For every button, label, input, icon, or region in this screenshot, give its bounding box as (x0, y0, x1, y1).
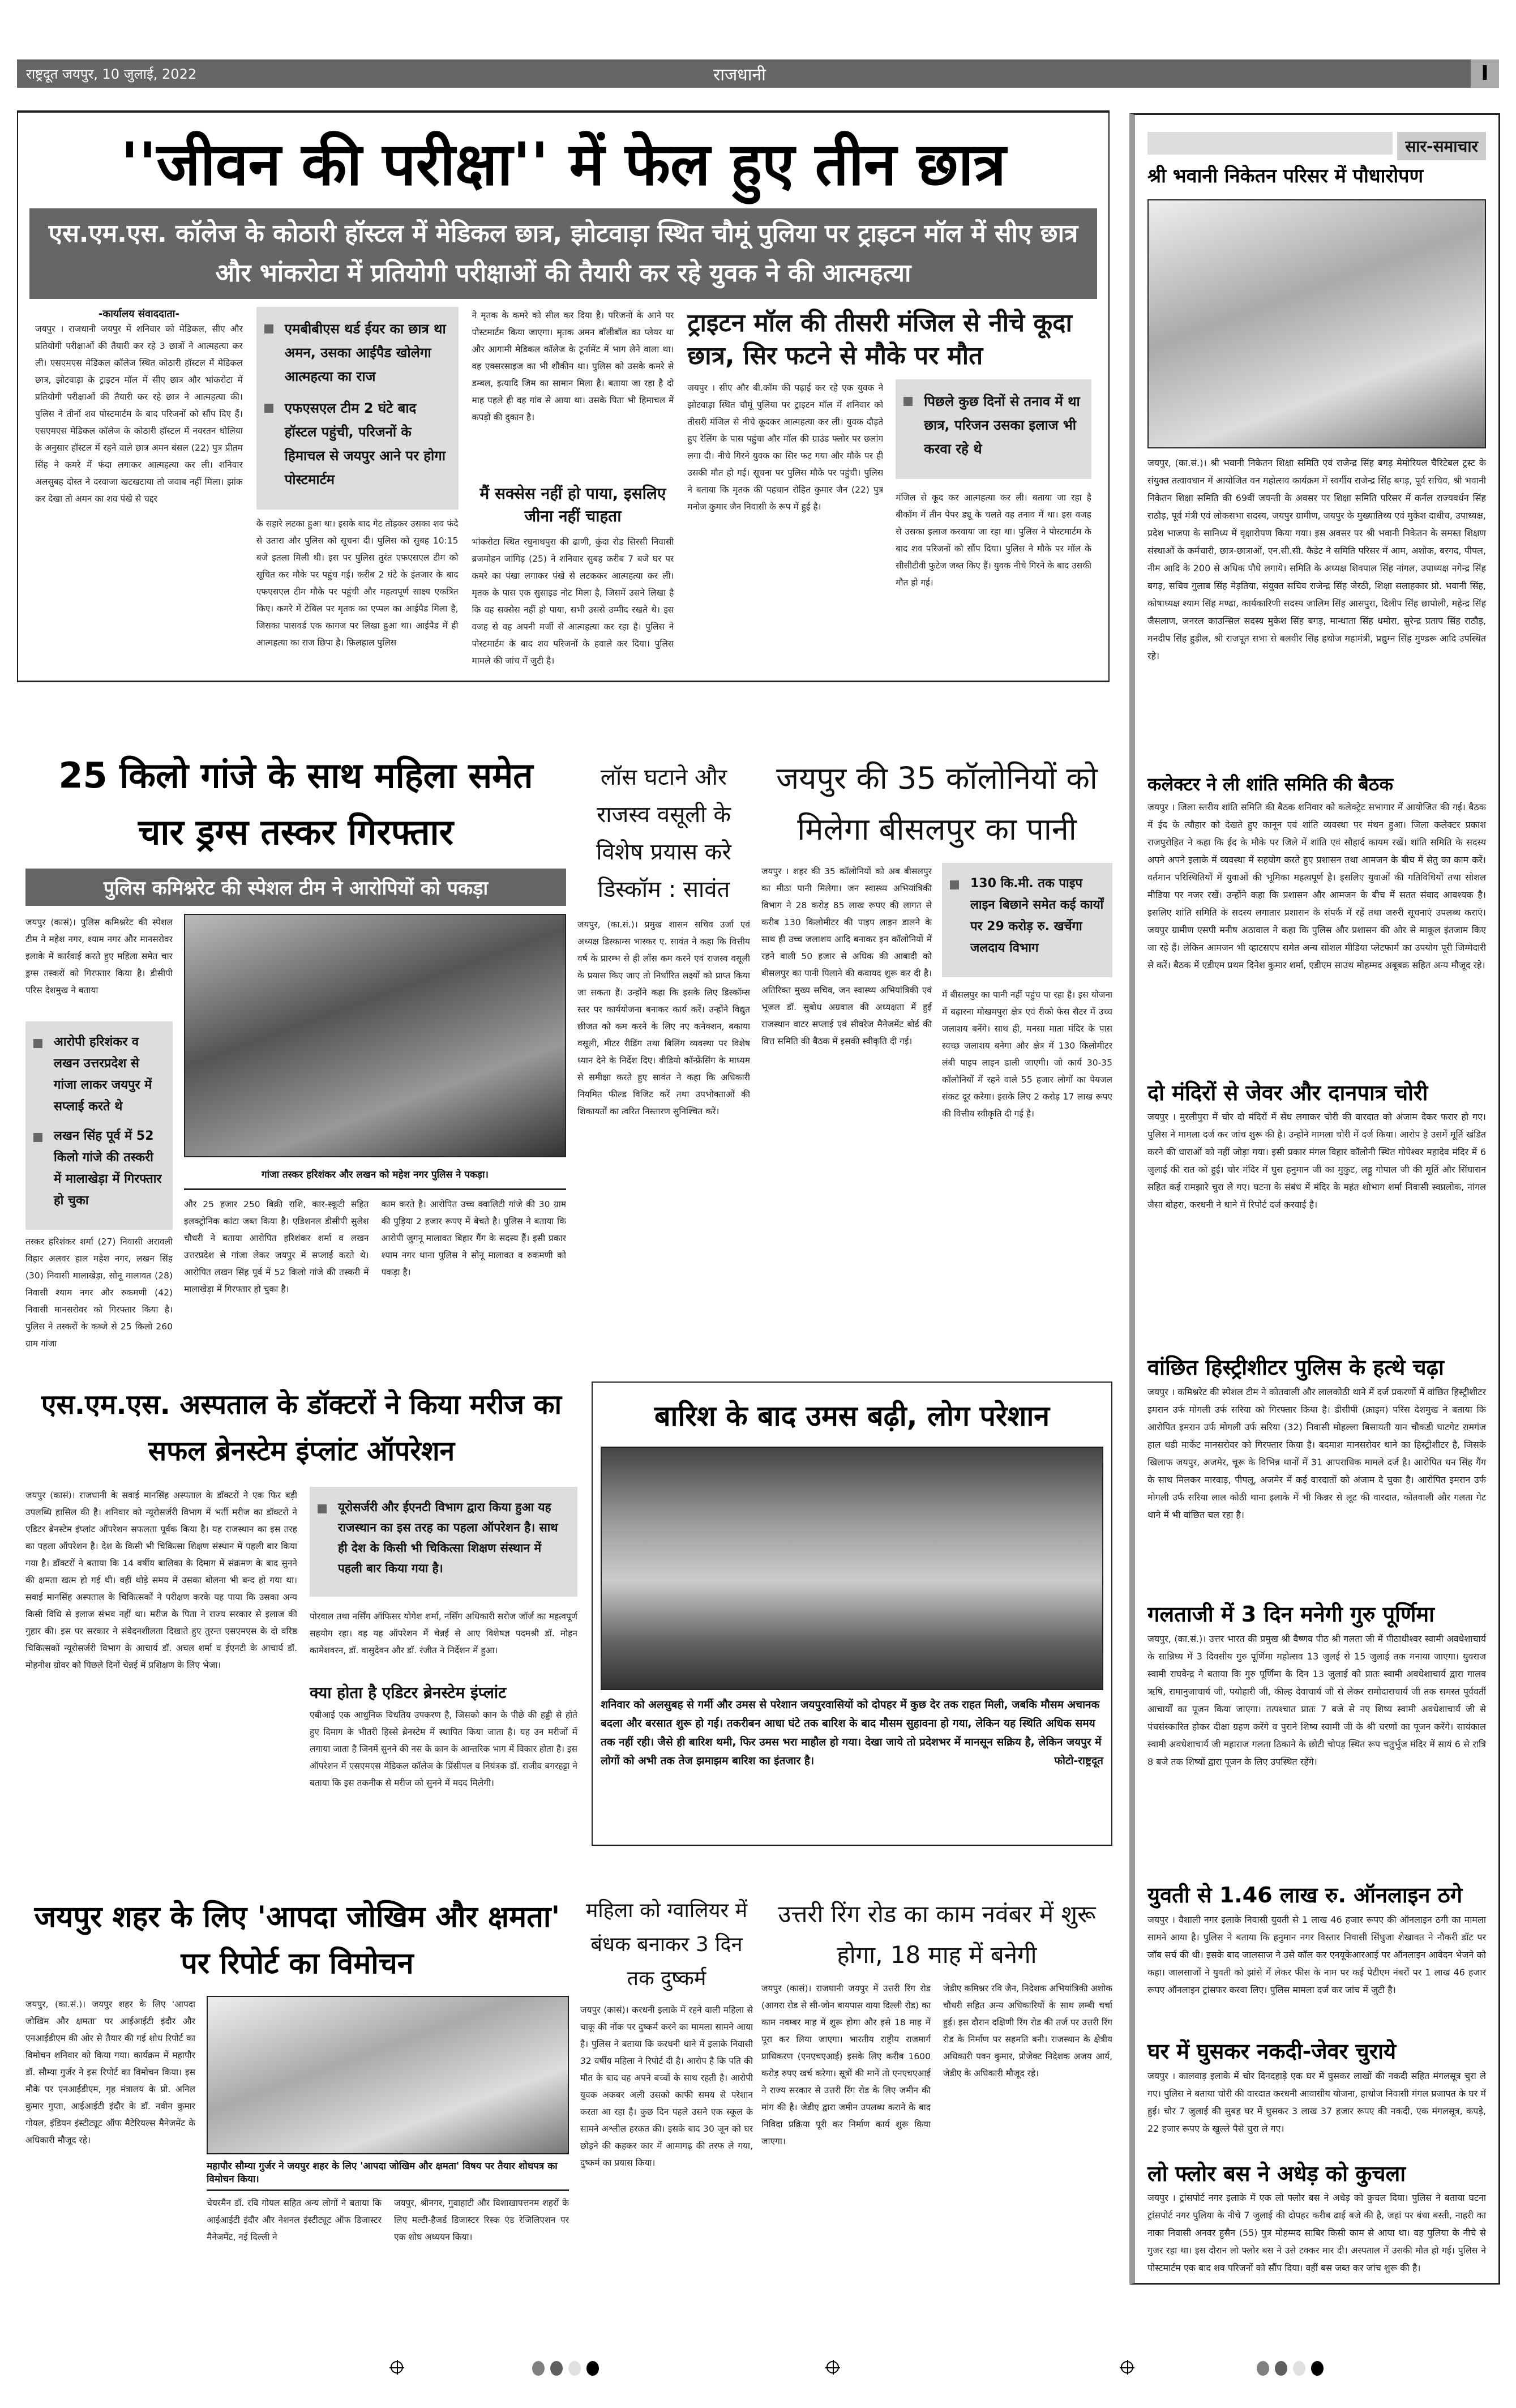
drugs-callout-box: आरोपी हरिशंकर व लखन उत्तरप्रदेश से गांजा लाकर जयपुर में सप्लाई करते थे लखन सिंह पूर्व में 52 किलो गांजे की तस्करी में मालाखेड़ा में गिरफ्तार हो चुका (25, 1021, 173, 1230)
report-release-photo (207, 1996, 569, 2154)
color-dot (550, 2361, 563, 2376)
color-dot (1293, 2361, 1305, 2376)
sidebar-story-7-headline: घर में घुसकर नकदी-जेवर चुराये (1147, 2038, 1397, 2064)
photo-credit: फोटो-राष्ट्रदूत (1054, 1755, 1103, 1767)
ringroad-body-2: जेडीए कमिश्नर रवि जैन, निदेशक अभियांत्रिकी अशोक चौधरी सहित अन्य अधिकारियों के साथ लम्बी चर्चा हुई। इस दौरान दक्षिणी रिंग रोड की तर्ज पर उत्तरी रिंग रोड के निर्माण पर सहमति बनी। राजस्थान के क्षेत्रीय अधिकारी पवन कुमार, प्रोजेक्ट निदेशक अजय आर्य, जेडीए के अधिकारी मौजूद रहे। (943, 1983, 1112, 2078)
rain-photo (601, 1447, 1103, 1690)
registration-mark-icon (826, 2361, 839, 2373)
color-dot (568, 2361, 581, 2376)
hospital-callout-box: यूरोसर्जरी और ईएनटी विभाग द्वारा किया हुआ यह राजस्थान का इस तरह का पहला ऑपरेशन है। साथ ही देश के किसी भी चिकित्सा शिक्षण संस्थान में पहली बार किया गया है। (310, 1487, 577, 1597)
sidebar-story-5-headline: गलताजी में 3 दिन मनेगी गुरु पूर्णिमा (1147, 1602, 1434, 1627)
callout-item: एमबीबीएस थर्ड ईयर का छात्र था अमन, उसका आईपैड खोलेगा आत्महत्या का राज (264, 317, 451, 388)
sidebar-story-2-headline: कलेक्टर ने ली शांति समिति की बैठक (1147, 773, 1393, 795)
hospital-body-3: एबीआई एक आधुनिक विधतिय उपकरण है, जिसको कान के पीछे की हड्डी से होते हुए दिमाग के भीतरी हिस्से ब्रेनस्टेम में स्थापित किया जाता है। यह उन मरीजों में लगाया जाता है जिनमें सुनने की नस के कान के आन्तरिक भाग में विकार होता है। इस ऑपरेशन में एसएमएस मेडिकल कॉलेज के प्रिंसीपल व नियंत्रक डॉ. राजीव बगरहट्टा ने बताया कि इस तकनीक से मरीज को सुनने में मदद मिलेगी। (310, 1710, 577, 1788)
sidebar-tag: सार-समाचार (1397, 132, 1486, 160)
sidebar-story-6-headline: युवती से 1.46 लाख रु. ऑनलाइन ठगे (1147, 1882, 1463, 1907)
disaster-body-2: चेयरमैन डॉ. रवि गोयल सहित अन्य लोगों ने बताया कि आईआईटी इंदौर और नेशनल इंस्टीट्यूट ऑफ डिजास्टर मैनेजमेंट, नई दिल्ली ने (207, 2198, 382, 2242)
sidebar-story-1-headline: श्री भवानी निकेतन परिसर में पौधारोपण (1147, 165, 1424, 187)
lead-byline: -कार्यालय संवाददाता- (98, 307, 179, 320)
disaster-headline: जयपुर शहर के लिए 'आपदा जोखिम और क्षमता' पर रिपोर्ट का विमोचन (34, 1900, 560, 1981)
sidebar-story-4-headline: वांछित हिस्ट्रीशीटर पुलिस के हत्थे चढ़ा (1147, 1355, 1444, 1380)
lead-body-2: के सहारे लटका हुआ था। इसके बाद गेट तोड़कर उसका शव फंदे से उतारा और पुलिस को सूचना दी। पुलिस को सुबह 10:15 बजे इतला मिली थी। इस पर पुलिस तुरंत एफएसएल टीम को सूचित कर मौके पर पहुंच गई। करीब 2 घंटे के इंतजार के बाद एफएसएल टीम मौके पर पहुंची और महत्वपूर्ण साक्ष्य एकत्रित किए। कमरे में टेबिल पर मृतक का एप्पल का आईपैड मिला है, जिसका पासवर्ड एक कागज पर लिखा हुआ था। आईपैड में ही आत्महत्या का राज छिपा है। फ़िलहाल पुलिस (256, 518, 459, 648)
disaster-body-3: जयपुर, श्रीनगर, गुवाहाटी और विशाखापत्तनम शहरों के लिए मल्टी-हैजर्ड डिजास्टर रिस्क एंड रेजिलिएशन पर एक शोध अध्ययन किया। (394, 2198, 569, 2242)
color-dot (1275, 2361, 1287, 2376)
lead-body-4: भांकरोटा स्थित रघुनाथपुरा की ढाणी, कुंदा रोड सिरसी निवासी ब्रजमोहन जांगिड़ (25) ने शनिवार सुबह करीब 7 बजे घर पर कमरे का पंखा लगाकर पंखे से लटककर आत्महत्या कर ली। मृतक के पास एक सुसाइड नोट मिला है, जिसमें उसने लिखा है कि वह सक्सेस नहीं हो पाया, सभी उससे उम्मीद रखते थे। इस वजह से वह अपनी मर्जी से आत्महत्या कर रहा है। पुलिस ने पोस्टमार्टम के बाद शव परिजनों के हवाले कर दिया। पुलिस मामले की जांच में जुटी है। (472, 536, 674, 666)
registration-mark-icon (1121, 2361, 1133, 2373)
drugs-bar: पुलिस कमिश्नरेट की स्पेशल टीम ने आरोपियों को पकड़ा (25, 869, 566, 906)
ringroad-story (761, 1894, 1112, 2245)
hospital-subhead: क्या होता है एडिटर ब्रेनस्टेम इंप्लांट (310, 1683, 507, 1702)
water-headline: जयपुर की 35 कॉलोनियों को मिलेगा बीसलपुर का पानी (776, 760, 1098, 847)
drugs-story (25, 747, 566, 1365)
page-header (17, 59, 1499, 88)
disaster-photo-caption: महापौर सौम्या गुर्जर ने जयपुर शहर के लिए 'आपदा जोखिम और क्षमता' विषय पर तैयार शोधपत्र का विमोचन किया। (207, 2161, 558, 2185)
bullet-icon (264, 324, 273, 333)
bullet-icon (903, 397, 913, 406)
page-marker: I (1471, 59, 1499, 88)
bullet-icon (33, 1133, 42, 1142)
drugs-body-2: और 25 हजार 250 बिक्री राशि, कार-स्कूटी सहित इलक्ट्रोनिक कांटा जब्त किया है। एडिशनल डीसीपी सुलेश चौधरी ने बताया आरोपित हरिशंकर शर्मा व लखन उत्तरप्रदेश से गांजा लेकर जयपुर में सप्लाई करते थे। आरोपित लखन सिंह पूर्व में 52 किलो गांजे की तस्करी में मालाखेड़ा में गिरफ्तार हो चुका है। (184, 1199, 369, 1294)
sidebar-story-2-body: जयपुर । जिला स्तरीय शांति समिति की बैठक शनिवार को कलेक्ट्रेट सभागार में आयोजित की गई। बैठक में ईद के त्यौहार को देखते हुए कानून एवं शांति व्यवस्था पर मंथन हुआ। जिला कलेक्टर प्रकाश राजपुरोहित ने कहा कि ईद के मौके पर जिले में शांति एवं सौहार्द कायम रखें। शांति समिति के सदस्य अपने अपने इलाके में व्यवस्था में सहयोग करते हुए प्रशासन तथा आमजन के बीच में सेतु का काम करें। वर्तमान परिस्थितियों में युवाओं की भूमिका महत्वपूर्ण है। इसलिए युवाओं की गतिविधियों तथा सोशल मीडिया पर नजर रखें। उन्होंने कहा कि प्रशासन और आमजन के बीच में सतत संवाद आवश्यक है। इसलिए शांति समिति के सदस्य लगातार प्रशासन के संपर्क में रहें तथा जरुरी सूचनाएं उपलब्ध कराएं। जयपुर ग्रामीण एसपी मनीष अठावाल ने कहा कि पुलिस और प्रशासन की ओर से माकूल इंतजाम किए जा रहे हैं। लेकिन आमजन भी व्हाटसएप समेत अन्य सोशल मीडिया प्लेटफार्म का उपयोग पूरी जिम्मेदारी से करें। बैठक में एडीएम प्रथम दिनेश कुमार शर्मा, एडीएम साउथ मोहम्मद अबूबक्र सहित अन्य मौजूद रहे। (1147, 801, 1486, 970)
lead-headline: ''जीवन की परीक्षा'' में फेल हुए तीन छात्र (120, 130, 1007, 199)
callout-item: एफएसएल टीम 2 घंटे बाद हॉस्टल पहुंची, परिजनों के हिमाचल से जयपुर आने पर होगा पोस्टमार्टम (264, 396, 451, 491)
sidebar-story-8-headline: लो फ्लोर बस ने अधेड़ को कुचला (1147, 2161, 1406, 2186)
disaster-story (25, 1894, 569, 2245)
drugs-headline: 25 किलो गांजे के साथ महिला समेत चार ड्रग्स तस्कर गिरफ्तार (58, 755, 533, 853)
color-dot (1257, 2361, 1269, 2376)
weather-story (592, 1382, 1112, 1846)
bullet-icon (264, 404, 273, 413)
weather-headline: बारिश के बाद उमस बढ़ी, लोग परेशान (654, 1400, 1050, 1432)
sidebar-news (1129, 113, 1500, 2285)
sidebar-story-3-body: जयपुर । मुरलीपुरा में चोर दो मंदिरों में सेंध लगाकर चोरी की वारदात को अंजाम देकर फरार हो गए। पुलिस ने मामला दर्ज कर जांच शुरू की है। उन्होंने मामला चोरी में दर्ज किया। आरोप है उसमें मूर्ति खंडित करने की धाराओं को नहीं जोड़ा गया। इसी प्रकार मंगल विहार कॉलोनी स्थित गोपेश्वर महादेव मंदिर में 6 जुलाई की रात को हुई। चोर मंदिर में घुस हनुमान जी का मुकुट, लड्डू गोपाल जी की मूर्ति और सिंघासन सहित कई रामझारे चुरा ले गए। घटना के संबंध में मंदिर के महंत शोभाग शर्मा निवासी स्वप्नलोक, नांगल जैसा बोहरा, करधनी ने थाने में रिपोर्ट दर्ज करवाई है। (1147, 1111, 1486, 1211)
sidebar-story-5-body: जयपुर, (का.सं.)। उत्तर भारत की प्रमुख श्री वैष्णव पीठ श्री गलता जी में पीठाधीश्वर स्वामी अवधेशाचार्य के सान्निध्य में 3 दिवसीय गुरु पूर्णिमा महोत्सव 13 जुलई से 15 जुलाई तक मनाया जाएगा। युवराज स्वामी राघवेन्द्र ने बताया कि गुरु पूर्णिमा के दिन 13 जुलाई को प्रातः स्वामी अवधेशाचार्य द्वारा गालव ऋषि, रामानुजाचार्य जी, पयोहारी जी, कील्ह देवाचार्य जी से लेकर रामोदाराचार्य जी तक समस्त पूर्ववर्ती आचार्यों का पूजन किया जाएगा। तत्पश्चात प्रातः 7 बजे से नए शिष्य स्वामी अवधेशाचार्य जी से पंचसंस्कारित होकर दीक्षा ग्रहण करेंगे व पुराने शिष्य स्वामी जी के श्री चरणों का पूजन करेंगे। सायंकाल स्वामी अवधेशाचार्य जी महाराज गलता ठिकाने के छोटी चोपड़ स्थित रूप चतुर्भुज मंदिर में सायं 6 से रात्रि 8 बजे तक शिष्यों द्वारा पूजन के लिए उपस्थित रहेंगे। (1147, 1633, 1486, 1767)
discom-story (577, 759, 750, 1365)
weather-caption: शनिवार को अलसुबह से गर्मी और उमस से परेशान जयपुरवासियों को दोपहर में कुछ देर तक राहत मिली, जबकि मौसम अचानक बदला और बरसात शुरू हो गई। तकरीबन आधा घंटे तक बारिश के बाद मौसम सुहावना हो गया, लेकिन यह स्थिति अधिक समय तक नहीं रही। जैसे ही बारिश थमी, फिर उमस भरा माहौल हो गया। देखा जाये तो प्रदेशभर में मानसून सक्रिय है, लेकिन जयपुर में लोगों को अभी तक तेज झमाझम बारिश का इंतजार है। फोटो-राष्ट्रदूत (601, 1696, 1103, 1770)
ringroad-headline: उत्तरी रिंग रोड का काम नवंबर में शुरू होगा, 18 माह में बनेगी (778, 1900, 1096, 1969)
disaster-body-1: जयपुर, (का.सं.)। जयपुर शहर के लिए 'आपदा जोखिम और क्षमता' पर आईआईटी इंदौर और एनआईडीएम की ओर से तैयार की गई शोध रिपोर्ट का विमोचन शनिवार को किया गया। कार्यक्रम में महापौर डॉ. सौम्या गुर्जर ने इस रिपोर्ट का विमोचन किया। इस मौके पर एनआईडीएम, गृह मंत्रालय के प्रो. अनिल कुमार गुप्ता, आईआईटी इंदौर के डॉ. नवीन कुमार गोयल, इंडियन इंस्टीट्यूट ऑफ मैटेरियल्स मैनेजमेंट के अधिकारी मौजूद रहे। (25, 1999, 195, 2145)
gwalior-body: जयपुर (कासं)। करधनी इलाके में रहने वाली महिला से चाकू की नोंक पर दुष्कर्म करने का मामला सामने आया है। पुलिस ने बताया कि करधनी थाने में इलाके निवासी 32 वर्षीय महिला ने रिपोर्ट दी है। आरोप है कि पति की मौत के बाद वह अपने बच्चों के साथ रहती है। आरोपी युवक अकबर अली उसको काफी समय से परेशान करता आ रहा है। कुछ दिन पहले उसने एक स्कूल के सामने अश्लील हरकत की। इसके बाद 30 जून को घर छोड़ने की कहकर कार में आमागढ़ की तरफ ले गया, दुष्कर्म का प्रयास किया। (580, 2005, 753, 2168)
arrest-photo (184, 914, 566, 1157)
sidebar-story-4-body: जयपुर । कमिश्नरेट की स्पेशल टीम ने कोतवाली और लालकोठी थाने में दर्ज प्रकरणों में वांछित हिस्ट्रीशीटर इमरान उर्फ मोगली उर्फ सरिया को गिरफ्तार किया है। डीसीपी (क्राइम) परिस देशमुख ने बताया कि आरोपित इमरान उर्फ मोगली उर्फ सरिया (32) निवासी मोहल्ला बिसायती यान चौकडी घाटगेट रामगंज हाल थडी मार्केट मानसरोवर को गिरफ्तार किया है। बदमाश मानसरोवर थाने का हिस्ट्रीशीटर है, जिसके खिलाफ जयपुर, अजमेर, चूरू के विभिन्न थानों में 31 आपराधिक मामले दर्ज है। आरोपित धन सिंह गैंग के साथ मिलकर मारवाड़, पीपलू, अजमेर में कई वारदातों को अंजाम दे चुका है। आरोपित इमरान उर्फ मोगली उर्फ सरिया लाल कोठी थाना इलाके में भी किन्नर से लूट की वारदात, कोतवाली और गलता गेट थाने में भी वांछित चल रहा है। (1147, 1387, 1486, 1521)
gwalior-story (580, 1894, 753, 2245)
sidebar-story-3-headline: दो मंदिरों से जेवर और दानपात्र चोरी (1147, 1080, 1428, 1105)
discom-headline: लॉस घटाने और राजस्व वसूली के विशेष प्रयास करे डिस्कॉम : सावंत (596, 764, 731, 903)
lead-story (17, 110, 1110, 682)
sidebar-story-6-body: जयपुर । वैशाली नगर इलाके निवासी युवती से 1 लाख 46 हजार रूपए की ऑनलाइन ठगी का मामला सामने आया है। पुलिस ने बताया कि हनुमान नगर विस्तार निवासी सिंधुजा शेखावत ने नौकरी डॉट पर जॉब सर्च की थी। इसके बाद जालसाज ने उसे कॉल कर एनयूकेआरआई पर ऑनलाइन आवेदन भेजने को कहा। जालसाजों ने युवती को झांसे में लेकर फीस के नाम पर कई पेटीएम नंबरों पर 1 लाख 46 हजार रूपए ऑनलाइन ट्रांसफर करवा लिए। पुलिस मामला दर्ज कर जांच में जुटी है। (1147, 1914, 1486, 1995)
edition-date: राष्ट्रदूत जयपुर, 10 जुलाई, 2022 (26, 66, 197, 82)
bullet-icon (318, 1504, 327, 1513)
plantation-photo (1147, 199, 1486, 448)
discom-body: जयपुर, (का.सं.)। प्रमुख शासन सचिव उर्जा एवं अध्यक्ष डिस्काम्स भास्कर ए. सावंत ने कहा कि वित्तीय वर्ष के प्रारम्भ से ही लॉस कम करने एवं राजस्व वसूली के प्रयास किए जाए तो निर्धारित लक्ष्यों को प्राप्त किया जा सकता हैं। उन्होंने कहा कि इसके लिए डिस्कॉम्स स्तर पर कार्ययोजना बनाकर कार्य करें। उन्होंने विद्युत छीजत को कम करने के लिए नए कनेक्शन, बकाया वसूली, मीटर रीडिंग तथा बिलिंग व्यवस्था पर विशेष ध्यान देने के निर्देश दिए। वीडियो कॉन्फ्रेंसिंग के माध्यम से समीक्षा करते हुए सावंत ने कहा कि अधिकारी नियमित फील्ड विजिट करें तथा उपभोक्ताओं की शिकायतों का त्वरित निस्तारण सुनिश्चित करें। (577, 919, 750, 1117)
bullet-icon (950, 880, 959, 889)
lead-side-callout: पिछले कुछ दिनों से तनाव में था छात्र, परिजन उसका इलाज भी करवा रहे थे (896, 379, 1091, 479)
hospital-story (25, 1382, 577, 1868)
lead-side-body-1: जयपुर । सीए और बी.कॉम की पढ़ाई कर रहे एक युवक ने झोटवाड़ा स्थित चौमूं पुलिया पर ट्राइटन मॉल में शनिवार को तीसरी मंजिल से नीचे कूदकर आत्महत्या कर ली। युवक दौड़ते हुए रेलिंग के पास पहुंचा और मॉल की ग्राउंड फ्लोर पर छलांग लगा दी। नीचे गिरने युवक का सिर फट गया और मौके पर ही उसकी मौत हो गई। सूचना पर पुलिस मौके पर पहुंची। पुलिस ने बताया कि मृतक की पहचान रोहित कुमार जैन (22) पुत्र मनोज कुमार जैन निवासी के रूप में हुई है। (687, 382, 884, 512)
lead-deck: एस.एम.एस. कॉलेज के कोठारी हॉस्टल में मेडिकल छात्र, झोटवाड़ा स्थित चौमूं पुलिया पर ट्राइटन मॉल में सीए छात्र और भांकरोटा में प्रतियोगी परीक्षाओं की तैयारी कर रहे युवक ने की आत्महत्या (29, 208, 1097, 299)
hospital-headline: एस.एम.एस. अस्पताल के डॉक्टरों ने किया मरीज का सफल ब्रेनस्टेम इंप्लांट ऑपरेशन (41, 1389, 562, 1467)
registration-mark-icon (391, 2361, 403, 2373)
divider (207, 2189, 569, 2191)
lead-side-body-2: मंजिल से कूद कर आत्महत्या कर ली। बताया जा रहा है बीकॉम में तीन पेपर ड्यू के चलते वह तनाव में था। इस वजह से उसका इलाज करवाया जा रहा था। पुलिस ने पोस्टमार्टम के बाद शव परिजनों को सौंप दिया। पुलिस ने मौके पर मॉल के सीसीटीवी फुटेज जब्त किए हैं। युवक नीचे गिरने के बाद उसकी मौत हो गई। (896, 492, 1092, 588)
divider (184, 1188, 566, 1190)
drugs-body-3: काम करते है। आरोपित उच्च क्वालिटी गांजे की 30 ग्राम की पुड़िया 2 हजार रूपए में बेचते है। पुलिस ने बताया कि आरोपी जुगनू मालावत बिहार गैंग के सदस्य हैं। इसी प्रकार श्याम नगर थाना पुलिस ने सोनू मालावत व रुकमणी को पकड़ा है। (381, 1199, 566, 1277)
lead-side-headline: ट्राइटन मॉल की तीसरी मंजिल से नीचे कूदा छात्र, सिर फटने से मौके पर मौत (687, 308, 1072, 370)
water-story (761, 753, 1112, 1365)
water-body-2: में बीसलपुर का पानी नहीं पहुंच पा रहा है। इस योजना में बढ़ारना मोखमपुरा क्षेत्र एवं रीको फेस सैटर में उच्च जलाशय बनेंगे। साथ ही, मनसा माता मंदिर के पास स्वच्छ जलाशय बनेगा और क्षेत्र में 130 किलोमीटर लंबी पाइप लाइन डाली जाएगी। जो कार्य 30-35 कॉलोनियों में रहने वाले 55 हजार लोगों का पेयजल संकट दूर करेगा। इसके लिए 2 करोड़ 17 लाख रूपए की वित्तीय स्वीकृति दी गई है। (942, 990, 1112, 1119)
color-dot (586, 2361, 599, 2376)
lead-body-3: ने मृतक के कमरे को सील कर दिया है। परिजनों के आने पर पोस्टमार्टम किया जाएगा। मृतक अमन बॉलीबॉल का प्लेयर था और आगामी मेडिकल कॉलेज के टूर्नामेंट में भाग लेने वाला था। वह एक्सरसाइज का भी शौकीन था। पुलिस को उसके कमरे से डम्बल, इत्यादि जिम का सामान मिला है। बताया जा रहा है दो माह पहले ही वह गांव से आया था। उसके पिता भी हिमाचल में कपड़ों की दुकान है। (472, 310, 674, 422)
water-callout-box: 130 कि.मी. तक पाइप लाइन बिछाने समेत कई कार्यों पर 29 करोड़ रु. खर्चेगा जलदाय विभाग (942, 863, 1112, 977)
sidebar-story-1-body: जयपुर, (का.सं.)। श्री भवानी निकेतन शिक्षा समिति एवं राजेन्द्र सिंह बगड़ मेमोरियल चैरिटेबल ट्रस्ट के संयुक्त तत्वावधान में आयोजित वन महोत्सव कार्यक्रम में स्वर्गीय राजेन्द्र सिंह बगड़, पूर्व सचिव, श्री भवानी निकेतन शिक्षा समिति की 69वीं जयन्ती के अवसर पर शिक्षा समिति परिसर में कर्नल राज्यवर्धन सिंह राठौड़, पूर्व मंत्री एवं लोकसभा सदस्य, जयपुर ग्रामीण, जयपुर के मुख्यातिथ्य एवं मुकेश दाधीच, उपाध्यक्ष, प्रदेश भाजपा के सानिध्य में वृक्षारोपण किया गया। इस अवसर पर श्री भवानी निकेतन के समस्त शिक्षण संस्थाओं के कर्मचारी, छात्र-छात्राओं, एन.सी.सी. कैडेट ने समिति परिसर में आम, अशोक, बरगद, पीपल, नीम आदि के 200 से अधिक पौधे लगाये। समिति के अध्यक्ष शिवपाल सिंह नांगल, उपाध्यक्ष नगेन्द्र सिंह बगड़, सचिव गुलाब सिंह मेड़तिया, संयुक्त सचिव राजेन्द्र सिंह जेरठी, शिक्षा सलाहकार प्रो. भवानी सिंह, कोषाध्यक्ष श्याम सिंह मण्ढा, कार्यकारिणी सदस्य जालिम सिंह आसपुरा, दिलीप सिंह छापोली, महेन्द्र सिंह जैसलाण, जनरल काउन्सिल सदस्य मुकेश सिंह बगड़, मान्धाता सिंह धमोरा, सुरेन्द्र प्रताप सिंह राठौड़, मनदीप सिंह हुड़ील, श्री राजपूत सभा से बलवीर सिंह हथोज महामंत्री, प्रद्युम्न सिंह मुण्डरू आदि उपस्थित रहे। (1147, 457, 1486, 662)
bullet-icon (33, 1039, 42, 1048)
gwalior-headline: महिला को ग्वालियर में बंधक बनाकर 3 दिन तक दुष्कर्म (585, 1899, 748, 1990)
section-name: राजधानी (713, 65, 766, 85)
color-dot (1311, 2361, 1324, 2376)
drugs-photo-caption: गांजा तस्कर हरिशंकर और लखन को महेश नगर पुलिस ने पकड़ा। (262, 1169, 489, 1181)
sidebar-story-7-body: जयपुर । कालवाड़ इलाके में चोर दिनदहाड़े एक घर में घुसकर लाखों की नकदी सहित मंगलसूत्र चुरा ले गए। पुलिस ने बताया चोरी की वारदात करधनी आवासीय योजना, हाथोज निवासी मंगल प्रजापत के घर में हुई। चोर 7 जुलाई की सुबह घर में घुसकर 3 लाख 37 हजार रूपए की नकदी, एक मंगलसूत्र, कपड़े, 22 हजार रूपए के खुल्ले पैसे चुरा ले गए। (1147, 2070, 1486, 2134)
water-body-1: जयपुर । शहर की 35 कॉलोनियों को अब बीसलपुर का मीठा पानी मिलेगा। जन स्वास्थ्य अभियांत्रिकी विभाग ने 28 करोड़ 85 लाख रूपए की लागत से करीब 130 किलोमीटर की पाइप लाइन डालने के साथ ही उच्च जलाशय आदि बनाकर इन कॉलोनियों में रहने वाली 50 हजार से अधिक की आबादी को बीसलपुर का पानी पिलाने की कवायद शुरू कर दी है। अतिरिक्त मुख्य सचिव, जन स्वास्थ्य अभियांत्रिकी एवं भूजल डॉ. सुबोध अग्रवाल की अध्यक्षता में हुई राजस्थान वाटर सप्लाई एवं सीवरेज मैनेजमेंट बोर्ड की वित्त समिति की बैठक में इसकी स्वीकृति दी गई। (761, 866, 932, 1046)
sidebar-story-8-body: जयपुर । ट्रांसपोर्ट नगर इलाके में एक लो फ्लोर बस ने अधेड़ को कुचल दिया। पुलिस ने बताया घटना ट्रांसपोर्ट नगर पुलिया के नीचे 7 जुलाई की दोपहर करीब ढाई बजे की है, जहां पर बंधा बस्ती, नाहरी का नाका निवासी अनवर हुसैन (55) पुत्र मोहम्मद साबिर किसी काम से आया था। वह पुलिया के नीचे से गुजर रहा था। इस दौरान लो फ्लोर बस ने उसे टक्कर मार दी। अस्पताल में उसकी मौत हो गई। पुलिस ने पोस्टमार्टम एक बाद शव परिजनों को सौंप दिया। वहीं बस जब्त कर जांच शुरू की है। (1147, 2192, 1486, 2274)
drugs-body-1: तस्कर हरिशंकर शर्मा (27) निवासी अरावली विहार अलवर हाल महेश नगर, लखन सिंह (30) निवासी मालाखेड़ा, सोनू मालावत (28) निवासी श्याम नगर और रुकमणी (42) निवासी मानसरोवर को गिरफ्तार किया है। पुलिस ने तस्करों के कब्जे से 25 किलो 260 ग्राम गांजा (25, 1237, 173, 1349)
lead-subhead: मैं सक्सेस नहीं हो पाया, इसलिए जीना नहीं चाहता (479, 484, 666, 525)
lead-body-1: जयपुर । राजधानी जयपुर में शनिवार को मेडिकल, सीए और प्रतियोगी परीक्षाओं की तैयारी कर रहे 3 छात्रों ने आत्महत्या कर ली। एसएमएस मेडिकल कॉलेज स्थित कोठारी हॉस्टल में मेडिकल छात्र, झोटवाड़ा के ट्राइटन मॉल में सीए छात्र और भांकरोटा में प्रतियोगी परीक्षाओं की तैयारी कर रहे छात्र ने आत्महत्या की। पुलिस ने तीनों शव पोस्टमार्टम के बाद परिजनों को सौंप दिए हैं। एसएमएस मेडिकल कॉलेज के कोठारी हॉस्टल में नवरतन धोलिया के अनुसार हॉस्टल में रहने वाले छात्र अमन बंसल (22) पुत्र प्रीतम सिंह ने कमरे में फंदा लगाकर आत्महत्या कर ली। शनिवार अलसुबह दोस्त ने दरवाजा खटखटाया तो जवाब नहीं मिला। झांक कर देखा तो अमन का शव पंखे से चद्दर (35, 323, 243, 504)
hospital-body-1: जयपुर (कासं)। राजधानी के सवाई मानसिंह अस्पताल के डॉक्टरों ने एक फिर बड़ी उपलब्धि हासिल की है। शनिवार को न्यूरोसर्जरी विभाग में भर्ती मरीज का डॉक्टरों ने एडिटर ब्रेनस्टेम इंप्लांट ऑपरेशन सफलता पूर्वक किया है। यह राजस्थान का इस तरह का पहला ऑपरेशन है। देश के किसी भी चिकित्सा शिक्षण संस्थान में पहली बार किया गया है। डॉक्टरों ने बताया कि 14 वर्षीय बालिका के दिमाग में संक्रमण के बाद सुनने की क्षमता खत्म हो गई थी। वहीं थोड़े समय में उसका बोलना भी बन्द हो गया था। सवाई मानसिंह अस्पताल के चिकित्सकों ने परीक्षण करके यह पाया कि उसका अन्य किसी विधि से इलाज संभव नहीं था। मरीज के पिता ने राज्य सरकार से इलाज की गुहार की। इस पर सरकार ने संवेदनशीलता दिखाते हुए तुरन्त एसएमएस के दो वरिष्ठ चिकित्सकों न्यूरोसर्जरी विभाग के आचार्य डॉ. अचल शर्मा व ईएनटी के आचार्य डॉ. मोहनीश ग्रोवर को पिछले दिनों चेन्नई में प्रशिक्षण के लिए भेजा। (25, 1490, 297, 1670)
tag-filler (1147, 132, 1393, 155)
lead-callout-box (256, 307, 459, 510)
ringroad-body-1: जयपुर (कासं)। राजधानी जयपुर में उत्तरी रिंग रोड (आगरा रोड से सी-जोन बायपास वाया दिल्ली रोड) का काम नवम्बर माह में शुरू होगा और इसे 18 माह में पूरा कर लिया जाएगा। भारतीय राष्ट्रीय राजमार्ग प्राधिकरण (एनएचएआई) इसके लिए करीब 1600 करोड़ रुपए खर्च करेगा। सूत्रों की मानें तो एनएचएआई ने राज्य सरकार से उत्तरी रिंग रोड के लिए जमीन की मांग की है। जेडीए द्वारा जमीन उपलब्ध कराने के बाद निविदा प्रक्रिया पूरी कर निर्माण कार्य शुरू किया जाएगा। (761, 1983, 931, 2146)
color-dot (532, 2361, 545, 2376)
hospital-body-2: पोरवाल तथा नर्सिंग ऑफिसर योगेश शर्मा, नर्सिंग अधिकारी सरोज जॉर्ज का महत्वपूर्ण सहयोग रहा। वह यह ऑपरेशन में चेन्नई से आए विशेषज्ञ पदमश्री डॉ. मोहन कामेशवरन, डॉ. वासुदेवन और डॉ. रंजीत ने निर्देशन में हुआ। (310, 1611, 577, 1656)
drugs-intro: जयपुर (कासं)। पुलिस कमिश्नरेट की स्पेशल टीम ने महेश नगर, श्याम नगर और मानसरोवर इलाके में कार्रवाई करते हुए महिला समेत चार ड्रग्स तस्करों को गिरफ्तार किया है। डीसीपी परिस देशमुख ने बताया (25, 917, 173, 995)
